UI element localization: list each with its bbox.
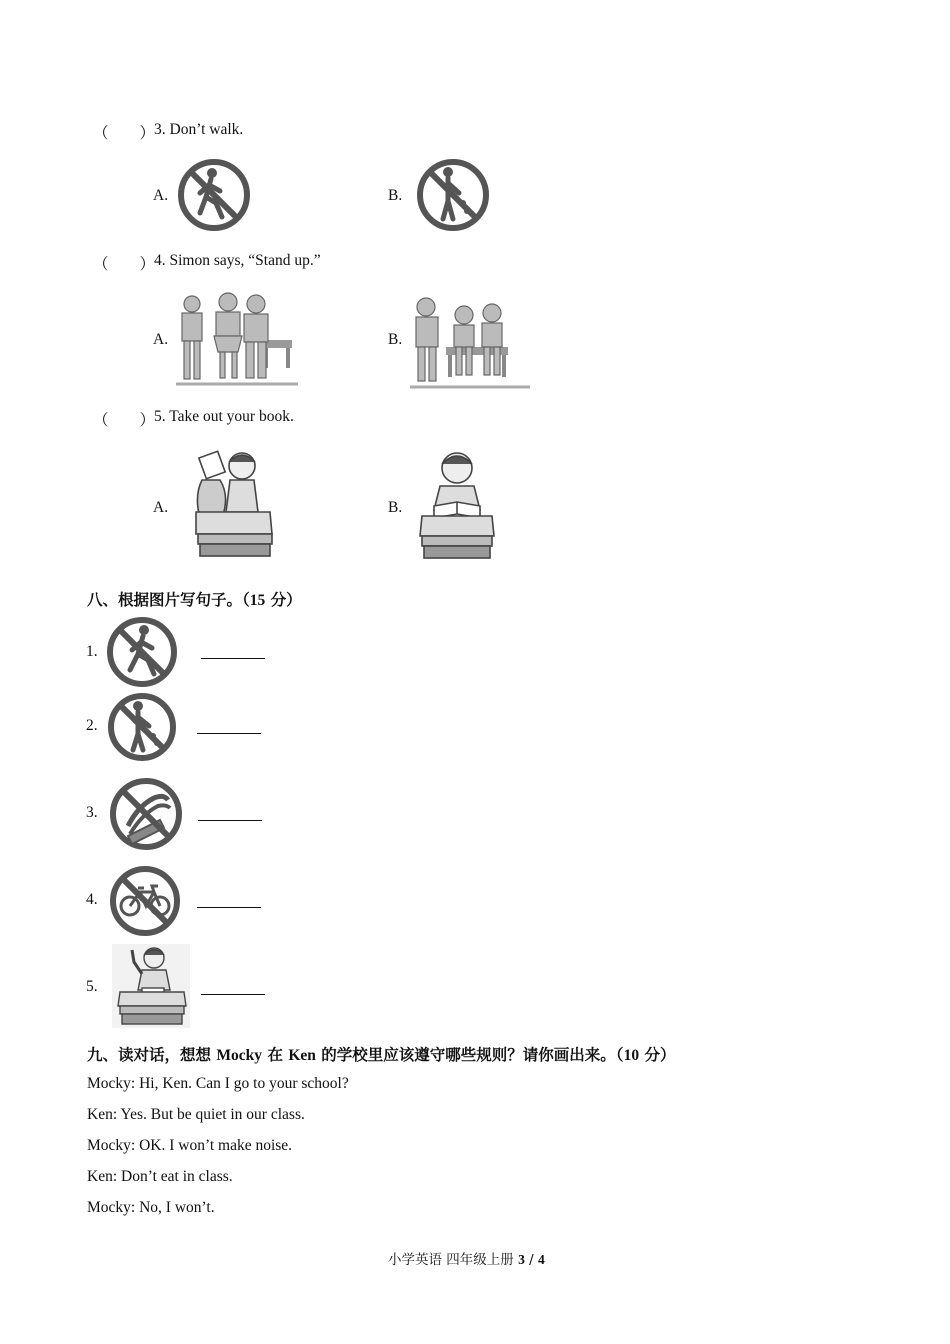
answer-blank[interactable] (197, 907, 261, 908)
dialog-line: Mocky: Hi, Ken. Can I go to your school? (87, 1075, 349, 1092)
answer-blank[interactable] (198, 820, 262, 821)
dialog-line: Mocky: OK. I won’t make noise. (87, 1137, 293, 1154)
question-5-text: 5. Take out your book. (154, 408, 294, 425)
children-standing-icon[interactable] (176, 290, 300, 388)
boy-reading-book-icon[interactable] (416, 446, 498, 562)
no-bicycle-sign-icon (108, 864, 182, 938)
option-a-label: A. (153, 499, 169, 516)
no-eating-sign-icon (108, 776, 184, 852)
children-sitting-icon[interactable] (410, 295, 532, 391)
answer-paren[interactable]: （ ） (93, 412, 156, 429)
question-4-text: 4. Simon says, “Stand up.” (154, 252, 321, 269)
option-b-label: B. (388, 331, 403, 348)
section-9-title: 九、读对话，想想 Mocky 在 Ken 的学校里应该遵守哪些规则？请你画出来。（10 分） (87, 1046, 676, 1064)
option-b-label: B. (388, 499, 403, 516)
item-number: 5. (86, 978, 98, 995)
answer-blank[interactable] (201, 994, 265, 995)
no-littering-sign-icon (107, 692, 177, 762)
no-littering-sign-icon[interactable] (415, 157, 491, 233)
item-number: 3. (86, 804, 98, 821)
answer-blank[interactable] (197, 733, 261, 734)
page-footer: 小学英语 四年级上册 3 / 4 (388, 1252, 545, 1268)
answer-paren[interactable]: （ ） (93, 125, 156, 142)
section-8-title: 八、根据图片写句子。（15 分） (87, 591, 302, 609)
item-number: 4. (86, 891, 98, 908)
option-a-label: A. (153, 187, 169, 204)
dialog-line: Mocky: No, I won’t. (87, 1199, 215, 1216)
boy-taking-book-from-bag-icon[interactable] (190, 446, 276, 560)
item-number: 2. (86, 717, 98, 734)
dialog-line: Ken: Don’t eat in class. (87, 1168, 233, 1185)
answer-paren[interactable]: （ ） (93, 256, 156, 273)
boy-raising-hand-icon (112, 944, 190, 1028)
item-number: 1. (86, 643, 98, 660)
option-b-label: B. (388, 187, 403, 204)
question-3-text: 3. Don’t walk. (154, 121, 244, 138)
no-walking-sign-icon[interactable] (176, 157, 252, 233)
option-a-label: A. (153, 331, 169, 348)
answer-blank[interactable] (201, 658, 265, 659)
no-walking-sign-icon (106, 616, 178, 688)
dialog-line: Ken: Yes. But be quiet in our class. (87, 1106, 305, 1123)
